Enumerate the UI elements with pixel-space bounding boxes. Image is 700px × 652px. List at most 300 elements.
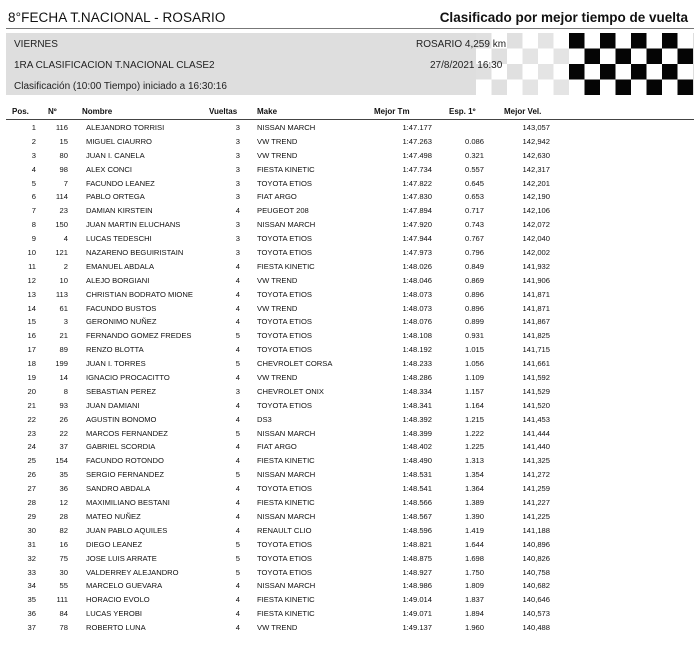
cell-gap: 0.321 <box>464 150 484 160</box>
cell-make: VW TREND <box>257 303 298 313</box>
cell-best-speed: 141,520 <box>522 400 550 410</box>
cell-make: TOYOTA ETIOS <box>257 539 312 549</box>
cell-num: 116 <box>55 123 68 132</box>
table-row <box>6 399 694 413</box>
cell-best-time: 1:49.071 <box>402 609 432 619</box>
cell-laps: 4 <box>235 581 240 591</box>
cell-best-time: 1:48.566 <box>402 498 432 508</box>
cell-laps: 5 <box>235 428 240 438</box>
cell-pos: 17 <box>27 345 36 355</box>
table-row <box>6 427 694 441</box>
cell-gap: 1.313 <box>464 456 484 466</box>
cell-pos: 18 <box>27 359 36 369</box>
cell-num: 154 <box>55 456 68 466</box>
cell-num: 28 <box>59 511 68 521</box>
cell-gap: 1.157 <box>464 386 484 396</box>
report-title: Clasificado por mejor tiempo de vuelta <box>439 10 688 25</box>
cell-num: 16 <box>59 539 68 549</box>
cell-num: 61 <box>59 303 68 313</box>
cell-best-time: 1:48.402 <box>402 442 432 452</box>
cell-best-speed: 141,444 <box>522 428 550 438</box>
cell-gap: 0.849 <box>464 261 484 271</box>
cell-laps: 3 <box>235 386 240 396</box>
cell-num: 35 <box>59 470 68 480</box>
cell-pos: 22 <box>27 414 36 424</box>
cell-name: ALEJO BORGIANI <box>86 275 150 285</box>
cell-num: 7 <box>63 178 68 188</box>
cell-gap: 0.896 <box>464 289 484 299</box>
cell-pos: 19 <box>27 373 36 383</box>
cell-name: MARCOS FERNANDEZ <box>86 428 168 438</box>
cell-laps: 3 <box>235 234 240 244</box>
cell-laps: 4 <box>235 345 240 355</box>
cell-best-time: 1:48.334 <box>402 386 432 396</box>
cell-best-speed: 141,906 <box>522 275 550 285</box>
cell-gap: 1.364 <box>464 484 484 494</box>
cell-num: 82 <box>59 525 68 535</box>
cell-best-time: 1:48.875 <box>402 553 432 563</box>
cell-best-speed: 141,592 <box>522 373 550 383</box>
cell-gap: 1.354 <box>464 470 484 480</box>
cell-make: VW TREND <box>257 275 298 285</box>
cell-best-time: 1:48.567 <box>402 511 432 521</box>
cell-gap: 1.644 <box>464 539 484 549</box>
table-row <box>6 579 694 593</box>
cell-best-speed: 142,072 <box>522 220 550 230</box>
cell-best-time: 1:47.177 <box>402 123 432 132</box>
cell-pos: 23 <box>27 428 36 438</box>
cell-best-speed: 142,942 <box>522 136 550 146</box>
cell-name: DIEGO LEANEZ <box>86 539 143 549</box>
cell-best-speed: 140,646 <box>522 595 550 605</box>
cell-gap: 0.896 <box>464 303 484 313</box>
table-row <box>6 468 694 482</box>
cell-make: PEUGEOT 208 <box>257 206 309 216</box>
cell-num: 55 <box>59 581 68 591</box>
table-row <box>6 135 694 149</box>
cell-laps: 4 <box>235 289 240 299</box>
cell-best-time: 1:48.046 <box>402 275 432 285</box>
cell-laps: 4 <box>235 511 240 521</box>
cell-best-time: 1:48.821 <box>402 539 432 549</box>
cell-best-speed: 141,825 <box>522 331 550 341</box>
cell-gap: 1.809 <box>464 581 484 591</box>
cell-laps: 4 <box>235 303 240 313</box>
cell-laps: 4 <box>235 442 240 452</box>
cell-laps: 5 <box>235 331 240 341</box>
cell-make: TOYOTA ETIOS <box>257 484 312 494</box>
cell-make: TOYOTA ETIOS <box>257 234 312 244</box>
cell-best-speed: 141,325 <box>522 456 550 466</box>
cell-name: JUAN I. CANELA <box>86 150 145 160</box>
cell-gap: 0.767 <box>464 234 484 244</box>
cell-laps: 3 <box>235 220 240 230</box>
cell-best-speed: 141,867 <box>522 317 550 327</box>
cell-best-time: 1:48.531 <box>402 470 432 480</box>
col-best-speed: Mejor Vel. <box>504 107 542 116</box>
cell-best-speed: 141,440 <box>522 442 550 452</box>
cell-gap: 1.225 <box>464 442 484 452</box>
cell-laps: 4 <box>235 206 240 216</box>
cell-best-time: 1:48.399 <box>402 428 432 438</box>
cell-gap: 1.222 <box>464 428 484 438</box>
table-row <box>6 246 694 260</box>
cell-name: VALDERREY ALEJANDRO <box>86 567 179 577</box>
table-row <box>6 371 694 385</box>
cell-gap: 1.056 <box>464 359 484 369</box>
cell-best-time: 1:48.026 <box>402 261 432 271</box>
cell-best-time: 1:48.392 <box>402 414 432 424</box>
cell-gap: 0.796 <box>464 248 484 258</box>
cell-num: 4 <box>63 234 68 244</box>
cell-best-speed: 142,201 <box>522 178 550 188</box>
cell-laps: 4 <box>235 595 240 605</box>
cell-laps: 5 <box>235 567 240 577</box>
table-row <box>6 121 694 135</box>
cell-name: JUAN DAMIANI <box>86 400 140 410</box>
cell-name: ROBERTO LUNA <box>86 623 146 633</box>
cell-best-speed: 142,317 <box>522 164 550 174</box>
cell-gap: 1.698 <box>464 553 484 563</box>
table-row <box>6 260 694 274</box>
cell-name: FACUNDO BUSTOS <box>86 303 157 313</box>
cell-name: MATEO NUÑEZ <box>86 511 141 521</box>
cell-name: SANDRO ABDALA <box>86 484 151 494</box>
cell-num: 93 <box>59 400 68 410</box>
cell-make: NISSAN MARCH <box>257 581 316 591</box>
cell-best-time: 1:48.341 <box>402 400 432 410</box>
table-row <box>6 288 694 302</box>
cell-best-speed: 142,106 <box>522 206 550 216</box>
cell-best-speed: 141,871 <box>522 289 550 299</box>
cell-num: 89 <box>59 345 68 355</box>
cell-gap: 1.750 <box>464 567 484 577</box>
cell-best-speed: 141,225 <box>522 511 550 521</box>
cell-best-speed: 141,871 <box>522 303 550 313</box>
cell-best-speed: 141,529 <box>522 386 550 396</box>
cell-gap: 1.215 <box>464 414 484 424</box>
cell-best-time: 1:48.490 <box>402 456 432 466</box>
table-row <box>6 413 694 427</box>
table-row <box>6 218 694 232</box>
cell-name: JOSE LUIS ARRATE <box>86 553 157 563</box>
cell-gap: 1.164 <box>464 400 484 410</box>
cell-make: FIESTA KINETIC <box>257 456 315 466</box>
cell-pos: 29 <box>27 511 36 521</box>
title-bar <box>6 8 694 29</box>
cell-laps: 4 <box>235 414 240 424</box>
cell-laps: 4 <box>235 261 240 271</box>
cell-pos: 12 <box>27 275 36 285</box>
cell-best-speed: 141,661 <box>522 359 550 369</box>
cell-laps: 4 <box>235 525 240 535</box>
cell-make: NISSAN MARCH <box>257 123 316 132</box>
session-day: VIERNES <box>14 39 58 50</box>
cell-best-speed: 142,190 <box>522 192 550 202</box>
cell-best-speed: 142,040 <box>522 234 550 244</box>
cell-num: 114 <box>55 192 68 202</box>
table-header <box>6 107 694 120</box>
cell-num: 98 <box>59 164 68 174</box>
cell-best-speed: 140,896 <box>522 539 550 549</box>
cell-pos: 3 <box>31 150 36 160</box>
table-row <box>6 190 694 204</box>
cell-make: VW TREND <box>257 136 298 146</box>
cell-best-time: 1:47.944 <box>402 234 432 244</box>
cell-num: 30 <box>59 567 68 577</box>
col-gap: Esp. 1º <box>449 107 476 116</box>
cell-pos: 16 <box>27 331 36 341</box>
cell-num: 36 <box>59 484 68 494</box>
cell-pos: 26 <box>27 470 36 480</box>
cell-pos: 31 <box>27 539 36 549</box>
cell-pos: 30 <box>27 525 36 535</box>
cell-gap: 0.645 <box>464 178 484 188</box>
cell-name: HORACIO EVOLO <box>86 595 150 605</box>
cell-name: IGNACIO PROCACITTO <box>86 373 170 383</box>
cell-gap: 0.869 <box>464 275 484 285</box>
cell-name: SEBASTIAN PEREZ <box>86 386 157 396</box>
cell-make: VW TREND <box>257 623 298 633</box>
cell-name: JUAN PABLO AQUILES <box>86 525 168 535</box>
cell-best-time: 1:47.822 <box>402 178 432 188</box>
cell-best-speed: 141,188 <box>522 525 550 535</box>
cell-gap: 0.086 <box>464 136 484 146</box>
cell-num: 121 <box>55 248 68 258</box>
cell-name: MAXIMILIANO BESTANI <box>86 498 170 508</box>
cell-laps: 4 <box>235 400 240 410</box>
cell-laps: 3 <box>235 178 240 188</box>
table-row <box>6 593 694 607</box>
cell-gap: 1.390 <box>464 511 484 521</box>
cell-num: 199 <box>55 359 68 369</box>
table-row <box>6 385 694 399</box>
cell-make: CHEVROLET CORSA <box>257 359 333 369</box>
cell-make: TOYOTA ETIOS <box>257 400 312 410</box>
cell-make: TOYOTA ETIOS <box>257 248 312 258</box>
cell-best-time: 1:47.498 <box>402 150 432 160</box>
cell-make: FIESTA KINETIC <box>257 498 315 508</box>
cell-name: LUCAS TEDESCHI <box>86 234 152 244</box>
cell-num: 2 <box>63 261 68 271</box>
cell-pos: 1 <box>31 123 36 132</box>
cell-make: VW TREND <box>257 373 298 383</box>
table-row <box>6 440 694 454</box>
cell-name: MIGUEL CIAURRO <box>86 136 152 146</box>
cell-make: NISSAN MARCH <box>257 428 316 438</box>
cell-best-time: 1:48.192 <box>402 345 432 355</box>
cell-pos: 2 <box>31 136 36 146</box>
cell-make: TOYOTA ETIOS <box>257 331 312 341</box>
cell-num: 12 <box>59 498 68 508</box>
cell-best-speed: 141,715 <box>522 345 550 355</box>
cell-laps: 4 <box>235 456 240 466</box>
table-row <box>6 357 694 371</box>
table-row <box>6 315 694 329</box>
cell-num: 84 <box>59 609 68 619</box>
cell-pos: 27 <box>27 484 36 494</box>
cell-name: GABRIEL SCORDIA <box>86 442 156 452</box>
cell-gap: 1.960 <box>464 623 484 633</box>
cell-make: TOYOTA ETIOS <box>257 289 312 299</box>
cell-best-time: 1:48.233 <box>402 359 432 369</box>
cell-laps: 4 <box>235 623 240 633</box>
col-laps: Vueltas <box>209 107 238 116</box>
table-row <box>6 607 694 621</box>
cell-best-time: 1:48.073 <box>402 303 432 313</box>
cell-best-time: 1:48.541 <box>402 484 432 494</box>
cell-name: JUAN I. TORRES <box>86 359 146 369</box>
cell-num: 78 <box>59 623 68 633</box>
cell-best-speed: 140,573 <box>522 609 550 619</box>
cell-make: TOYOTA ETIOS <box>257 345 312 355</box>
table-row <box>6 204 694 218</box>
cell-name: MARCELO GUEVARA <box>86 581 163 591</box>
cell-pos: 13 <box>27 289 36 299</box>
cell-num: 113 <box>55 289 68 299</box>
cell-gap: 1.109 <box>464 373 484 383</box>
cell-make: NISSAN MARCH <box>257 511 316 521</box>
cell-make: FIESTA KINETIC <box>257 595 315 605</box>
cell-pos: 33 <box>27 567 36 577</box>
cell-make: FIESTA KINETIC <box>257 164 315 174</box>
cell-gap: 0.653 <box>464 192 484 202</box>
cell-name: AGUSTIN BONOMO <box>86 414 157 424</box>
cell-best-time: 1:47.973 <box>402 248 432 258</box>
cell-num: 37 <box>59 442 68 452</box>
cell-best-speed: 143,057 <box>522 123 550 132</box>
cell-make: CHEVROLET ONIX <box>257 386 324 396</box>
cell-best-time: 1:48.076 <box>402 317 432 327</box>
table-row <box>6 552 694 566</box>
cell-laps: 5 <box>235 359 240 369</box>
table-row <box>6 177 694 191</box>
cell-gap: 1.419 <box>464 525 484 535</box>
cell-name: CHRISTIAN BODRATO MIONE <box>86 289 193 299</box>
cell-best-speed: 141,932 <box>522 261 550 271</box>
table-row <box>6 274 694 288</box>
cell-gap: 1.894 <box>464 609 484 619</box>
cell-num: 75 <box>59 553 68 563</box>
table-row <box>6 524 694 538</box>
cell-make: VW TREND <box>257 150 298 160</box>
cell-num: 23 <box>59 206 68 216</box>
table-row <box>6 232 694 246</box>
cell-pos: 7 <box>31 206 36 216</box>
cell-pos: 8 <box>31 220 36 230</box>
cell-make: TOYOTA ETIOS <box>257 553 312 563</box>
cell-best-speed: 141,259 <box>522 484 550 494</box>
cell-num: 22 <box>59 428 68 438</box>
table-row <box>6 496 694 510</box>
cell-make: FIAT ARGO <box>257 192 297 202</box>
cell-best-speed: 141,272 <box>522 470 550 480</box>
session-status: Clasificación (10:00 Tiempo) iniciado a 16:30:16 <box>14 81 227 92</box>
cell-laps: 5 <box>235 539 240 549</box>
cell-laps: 5 <box>235 470 240 480</box>
cell-pos: 9 <box>31 234 36 244</box>
cell-best-time: 1:48.108 <box>402 331 432 341</box>
table-row <box>6 482 694 496</box>
cell-make: FIAT ARGO <box>257 442 297 452</box>
cell-pos: 21 <box>27 400 36 410</box>
table-row <box>6 329 694 343</box>
col-make: Make <box>257 107 278 116</box>
cell-pos: 14 <box>27 303 36 313</box>
cell-best-time: 1:49.014 <box>402 595 432 605</box>
cell-name: SERGIO FERNANDEZ <box>86 470 165 480</box>
cell-pos: 15 <box>27 317 36 327</box>
cell-num: 8 <box>63 386 68 396</box>
cell-make: NISSAN MARCH <box>257 220 316 230</box>
cell-best-time: 1:48.286 <box>402 373 432 383</box>
table-row <box>6 566 694 580</box>
cell-pos: 36 <box>27 609 36 619</box>
cell-best-time: 1:47.920 <box>402 220 432 230</box>
cell-name: RENZO BLOTTA <box>86 345 144 355</box>
cell-best-speed: 141,453 <box>522 414 550 424</box>
cell-name: EMANUEL ABDALA <box>86 261 155 271</box>
cell-best-time: 1:47.830 <box>402 192 432 202</box>
cell-pos: 4 <box>31 164 36 174</box>
cell-laps: 5 <box>235 553 240 563</box>
col-pos: Pos. <box>12 107 29 116</box>
cell-laps: 4 <box>235 373 240 383</box>
cell-pos: 24 <box>27 442 36 452</box>
cell-num: 3 <box>63 317 68 327</box>
col-num: Nº <box>48 107 57 116</box>
cell-pos: 10 <box>27 248 36 258</box>
cell-make: FIESTA KINETIC <box>257 609 315 619</box>
cell-gap: 0.717 <box>464 206 484 216</box>
table-row <box>6 343 694 357</box>
results-table <box>6 121 694 635</box>
cell-name: FERNANDO GOMEZ FREDES <box>86 331 192 341</box>
cell-pos: 6 <box>31 192 36 202</box>
cell-num: 10 <box>59 275 68 285</box>
cell-best-time: 1:48.596 <box>402 525 432 535</box>
cell-best-speed: 142,002 <box>522 248 550 258</box>
cell-best-time: 1:48.986 <box>402 581 432 591</box>
cell-best-time: 1:47.263 <box>402 136 432 146</box>
cell-num: 150 <box>55 220 68 230</box>
cell-name: NAZARENO BEGUIRISTAIN <box>86 248 184 258</box>
cell-name: LUCAS YEROBI <box>86 609 142 619</box>
cell-name: ALEX CONCI <box>86 164 132 174</box>
cell-name: DAMIAN KIRSTEIN <box>86 206 153 216</box>
cell-make: NISSAN MARCH <box>257 470 316 480</box>
cell-best-time: 1:48.073 <box>402 289 432 299</box>
cell-num: 21 <box>59 331 68 341</box>
table-row <box>6 621 694 635</box>
table-row <box>6 149 694 163</box>
table-row <box>6 538 694 552</box>
cell-laps: 4 <box>235 609 240 619</box>
col-best-time: Mejor Tm <box>374 107 410 116</box>
cell-pos: 25 <box>27 456 36 466</box>
table-row <box>6 163 694 177</box>
cell-best-speed: 140,488 <box>522 623 550 633</box>
cell-laps: 3 <box>235 150 240 160</box>
table-row <box>6 302 694 316</box>
cell-make: TOYOTA ETIOS <box>257 567 312 577</box>
cell-num: 15 <box>59 136 68 146</box>
cell-num: 26 <box>59 414 68 424</box>
cell-best-speed: 142,630 <box>522 150 550 160</box>
cell-num: 14 <box>59 373 68 383</box>
cell-laps: 3 <box>235 192 240 202</box>
cell-gap: 0.743 <box>464 220 484 230</box>
